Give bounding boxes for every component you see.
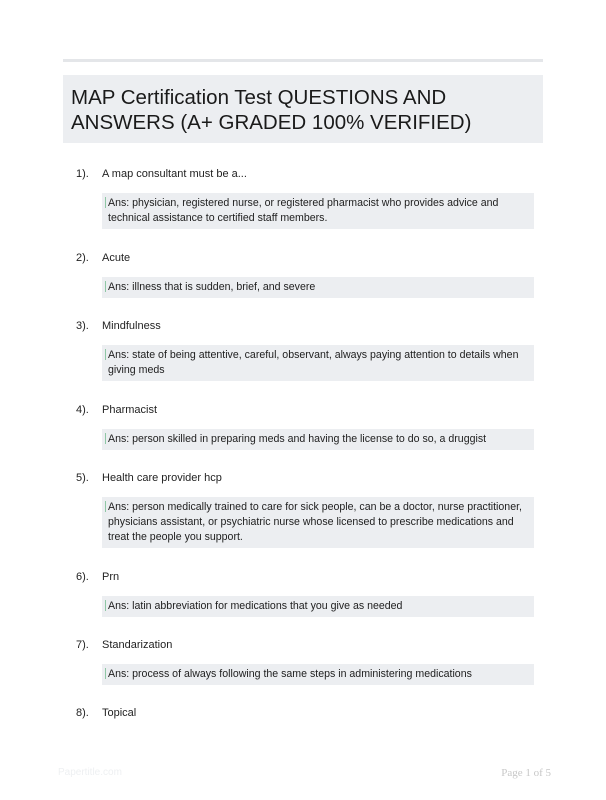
question-text: Prn xyxy=(102,571,120,583)
answer-box: Ans: process of always following the same steps in administering medications xyxy=(102,664,534,685)
question-number: 5). xyxy=(76,472,89,484)
question-number: 7). xyxy=(76,639,89,651)
question-text: Mindfulness xyxy=(102,320,161,332)
question-text: Pharmacist xyxy=(102,404,158,416)
top-divider xyxy=(63,59,543,62)
answer-box: Ans: latin abbreviation for medications that you give as needed xyxy=(102,596,534,617)
question-number: 6). xyxy=(76,571,89,583)
question-number: 1). xyxy=(76,168,89,180)
page-number: Page 1 of 5 xyxy=(501,767,551,779)
question-number: 2). xyxy=(76,252,89,264)
question-text: A map consultant must be a... xyxy=(102,168,247,180)
answer-box: Ans: person medically trained to care for sick people, can be a doctor, nurse practitioner, physicians assistant, or psychiatric nurse whose licensed to prescribe medications and treat the people you support. xyxy=(102,497,534,548)
question-text: Health care provider hcp xyxy=(102,472,222,484)
page-title: MAP Certification Test QUESTIONS AND ANSWERS (A+ GRADED 100% VERIFIED) xyxy=(71,86,472,134)
question-number: 4). xyxy=(76,404,89,416)
question-number: 3). xyxy=(76,320,89,332)
question-text: Standarization xyxy=(102,639,173,651)
answer-box: Ans: illness that is sudden, brief, and severe xyxy=(102,277,534,298)
title-banner xyxy=(63,75,543,143)
question-text: Topical xyxy=(102,707,137,719)
footer-watermark: Papertitle.com xyxy=(58,767,122,778)
answer-box: Ans: physician, registered nurse, or registered pharmacist who provides advice and technical assistance to certified staff members. xyxy=(102,193,534,229)
question-text: Acute xyxy=(102,252,131,264)
question-number: 8). xyxy=(76,707,89,719)
answer-box: Ans: state of being attentive, careful, observant, always paying attention to details when giving meds xyxy=(102,345,534,381)
answer-box: Ans: person skilled in preparing meds and having the license to do so, a druggist xyxy=(102,429,534,450)
